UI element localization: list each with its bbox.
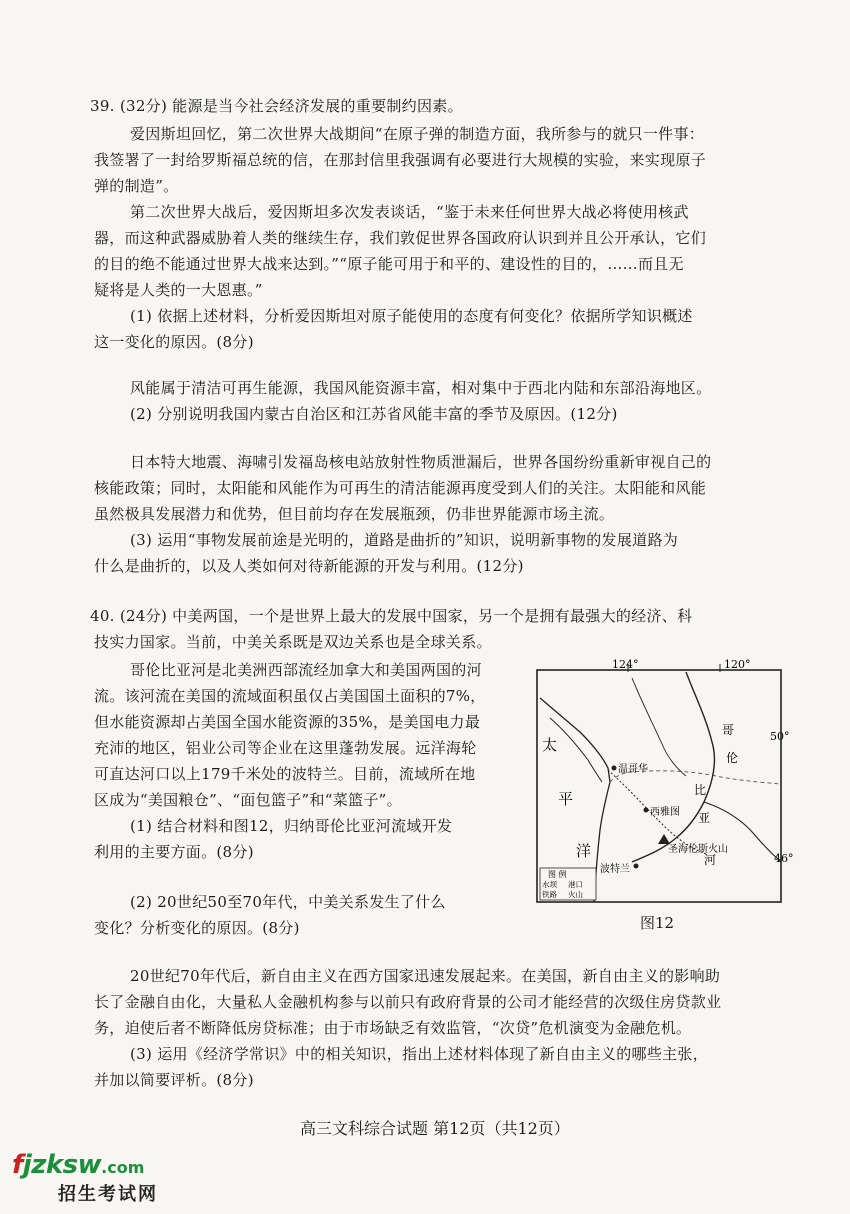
q39-text: 日本特大地震、海啸引发福岛核电站放射性物质泄漏后，世界各国纷纷重新审视自己的 — [130, 453, 712, 471]
lat-label-46: 46° — [774, 852, 794, 865]
legend-item-port: 港口 — [568, 880, 583, 889]
legend-item-railway: 铁路 — [542, 890, 557, 899]
q40-text: 长了金融自由化，大量私人金融机构参与以前只有政府背景的公司才能经营的次级住房贷款业 — [94, 993, 722, 1011]
q39-text: 什么是曲折的，以及人类如何对待新能源的开发与利用。(12分) — [94, 557, 524, 575]
place-seattle: 西雅图 — [650, 807, 680, 818]
ocean-label: 太 — [542, 736, 558, 754]
q39-subquestion-2: (2) 分别说明我国内蒙古自治区和江苏省风能丰富的季节及原因。(12分) — [130, 405, 618, 423]
watermark-logo — [12, 1150, 158, 1206]
page-footer: 高三文科综合试题 第12页（共12页） — [300, 1119, 570, 1138]
logo-text: f — [12, 1150, 23, 1180]
legend-title: 图 例 — [548, 870, 567, 879]
city-marker — [644, 808, 649, 813]
ocean-label: 平 — [558, 790, 574, 808]
q39-text: 这一变化的原因。(8分) — [94, 333, 254, 351]
q40-subquestion-3: (3) 运用《经济学常识》中的相关知识，指出上述材料体现了新自由主义的哪些主张， — [130, 1045, 709, 1063]
river-label: 伦 — [726, 751, 739, 765]
q39-text: 核能政策；同时，太阳能和风能作为可再生的清洁能源再度受到人们的关注。太阳能和风能 — [94, 479, 707, 497]
q39-text: 器，而这种武器威胁着人类的继续生存，我们敦促世界各国政府认识到并且公开承认，它们 — [94, 229, 707, 247]
ocean-label: 洋 — [576, 842, 592, 860]
q40-header: 40. (24分) 中美两国，一个是世界上最大的发展中国家，另一个是拥有最强大的经济、科 — [90, 607, 693, 625]
city-marker — [612, 766, 617, 771]
q39-text: 的目的绝不能通过世界大战来达到。”“原子能可用于和平的、建设性的目的，……而且无 — [94, 255, 684, 273]
q39-text: 弹的制造”。 — [94, 177, 179, 195]
logo-text: jzksw — [22, 1150, 102, 1180]
q40-text: 务，迫使后者不断降低房贷标准；由于市场缺乏有效监管，“次贷”危机演变为金融危机。 — [94, 1019, 692, 1037]
logo-suffix: .com — [101, 1158, 145, 1177]
q39-text: 疑将是人类的一大恩惠。” — [94, 281, 263, 299]
q39-subquestion-1: (1) 依据上述材料，分析爱因斯坦对原子能使用的态度有何变化？依据所学知识概述 — [130, 307, 693, 325]
q40-text: 充沛的地区，铝业公司等企业在这里蓬勃发展。远洋海轮 — [94, 739, 477, 757]
q39-text: 风能属于清洁可再生能源，我国风能资源丰富，相对集中于西北内陆和东部沿海地区。 — [130, 379, 712, 397]
q40-text: 可直达河口以上179千米处的波特兰。目前，流域所在地 — [94, 765, 476, 783]
q40-text: 哥伦比亚河是北美洲西部流经加拿大和美国两国的河 — [130, 661, 482, 679]
q40-text: 但水能资源却占美国全国水能资源的35%，是美国电力最 — [94, 713, 481, 731]
q39-text: 虽然极具发展潜力和优势，但目前均存在发展瓶颈，仍非世界能源市场主流。 — [94, 505, 615, 523]
q40-text: 流。该河流在美国的流域面积虽仅占美国国土面积的7%， — [94, 687, 486, 705]
q40-subquestion-2: (2) 20世纪50至70年代，中美关系发生了什么 — [130, 893, 446, 911]
lon-label-124: 124° — [612, 658, 639, 671]
q40-text: 变化？分析变化的原因。(8分) — [94, 919, 300, 937]
volcano-icon — [658, 834, 670, 844]
q39-header: 39. (32分) 能源是当今社会经济发展的重要制约因素。 — [90, 97, 463, 115]
q40-text: 利用的主要方面。(8分) — [94, 843, 254, 861]
q39-text: 爱因斯坦回忆，第二次世界大战期间“在原子弹的制造方面，我所参与的就只一件事： — [130, 125, 705, 143]
figure-caption: 图12 — [640, 914, 675, 932]
q39-text: 第二次世界大战后，爱因斯坦多次发表谈话，“鉴于未来任何世界大战必将使用核武 — [130, 203, 689, 221]
lon-label-120: 120° — [724, 658, 751, 671]
river-label: 亚 — [698, 811, 711, 825]
logo-subtitle: 招生考试网 — [58, 1184, 158, 1205]
q39-text: 我签署了一封给罗斯福总统的信，在那封信里我强调有必要进行大规模的实验，来实现原子 — [94, 151, 707, 169]
legend-item-volcano: 火山 — [568, 890, 583, 899]
columbia-river-map — [536, 658, 794, 904]
tributary-river — [632, 678, 686, 776]
q40-text: 20世纪70年代后，新自由主义在西方国家迅速发展起来。在美国，新自由主义的影响助 — [130, 967, 721, 985]
city-marker — [634, 864, 639, 869]
legend-item-dam: 水坝 — [542, 880, 557, 889]
lat-label-50: 50° — [770, 730, 790, 743]
river-label: 哥 — [722, 723, 735, 737]
q39-subquestion-3: (3) 运用“事物发展前途是光明的，道路是曲折的”知识，说明新事物的发展道路为 — [130, 531, 679, 549]
island-coast — [550, 718, 602, 782]
river-label: 河 — [704, 853, 717, 867]
q40-text: 区成为“美国粮仓”、“面包篮子”和“菜篮子”。 — [94, 791, 402, 809]
place-portland: 波特兰 — [600, 864, 630, 875]
q40-subquestion-1: (1) 结合材料和图12，归纳哥伦比亚河流域开发 — [130, 817, 453, 835]
place-st-helens: 圣海伦斯火山 — [668, 844, 728, 855]
q40-text: 并加以简要评析。(8分) — [94, 1071, 254, 1089]
q40-text: 技实力国家。当前，中美关系既是双边关系也是全球关系。 — [94, 633, 492, 651]
river-label: 比 — [694, 783, 707, 797]
map-frame — [537, 670, 781, 902]
place-vancouver: 温哥华 — [618, 764, 648, 775]
